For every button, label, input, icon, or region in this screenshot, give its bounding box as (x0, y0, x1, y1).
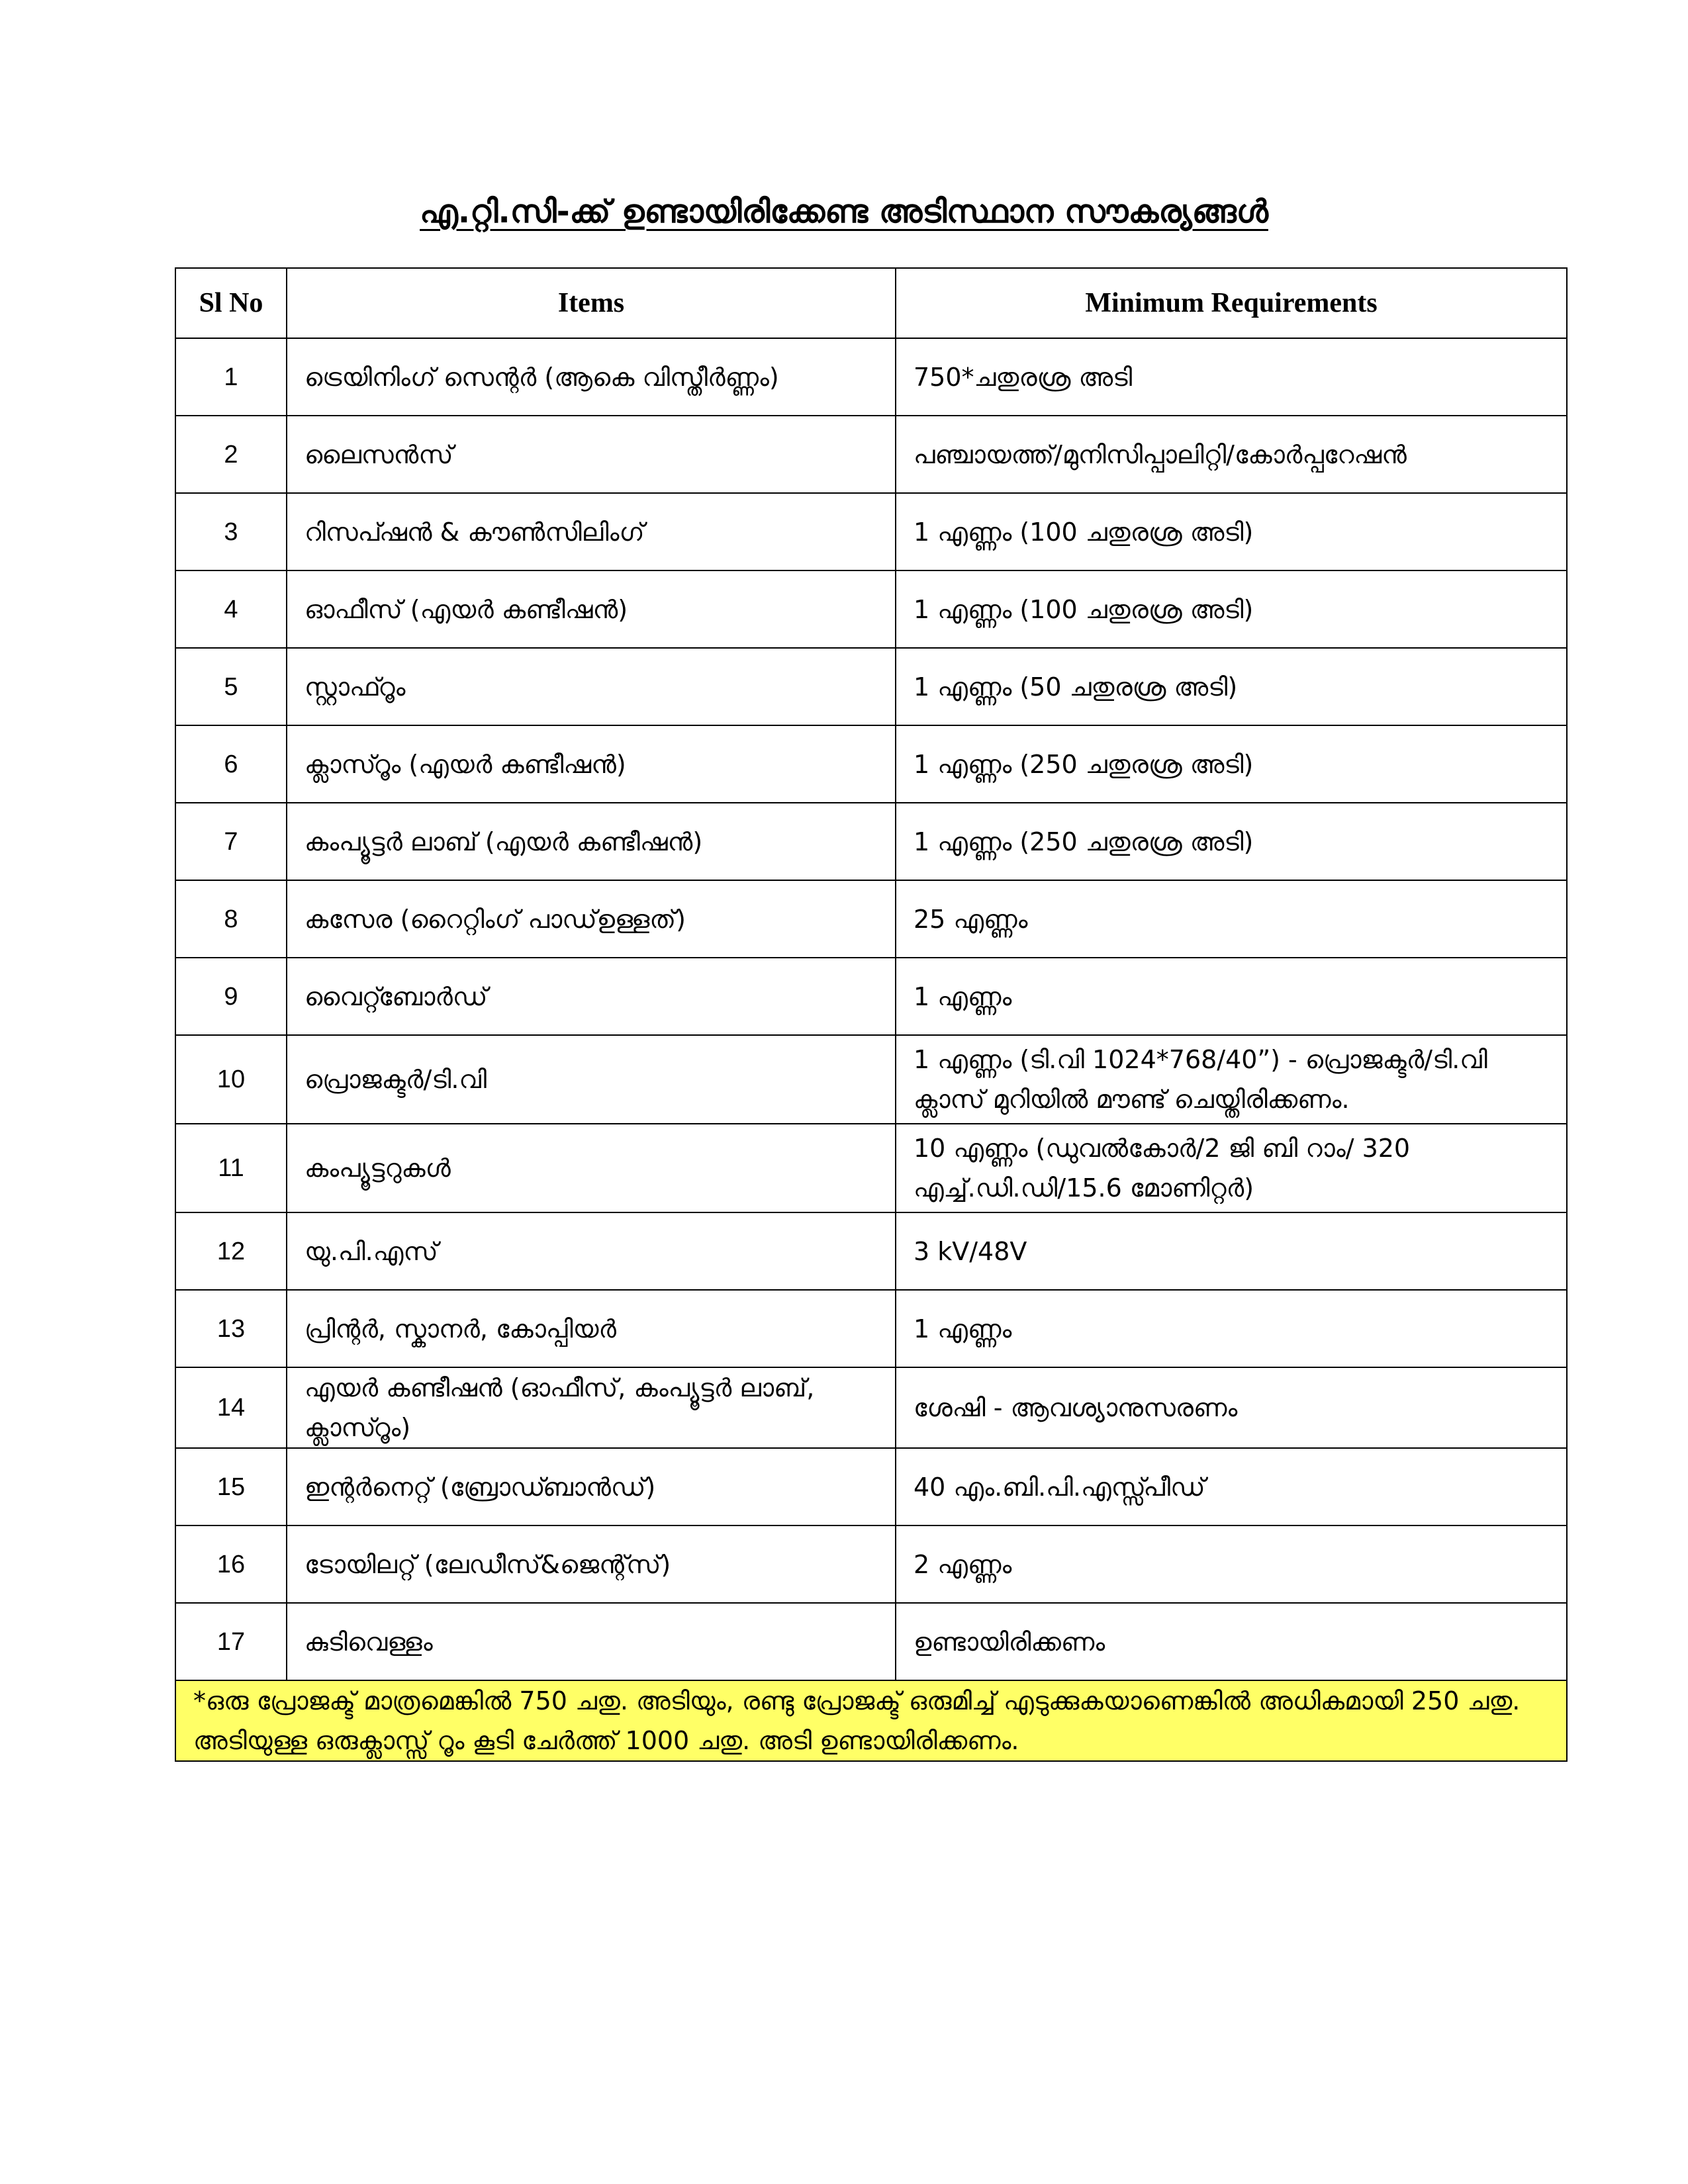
cell-requirement: 3 kV/48V (896, 1212, 1567, 1290)
cell-item: സ്റ്റാഫ്റൂം (287, 648, 896, 725)
cell-item: ലൈസൻസ് (287, 416, 896, 493)
table-row (175, 880, 1567, 958)
cell-sl: 13 (175, 1290, 287, 1367)
cell-requirement: 40 എം.ബി.പി.എസ്സ്പീഡ് (896, 1448, 1567, 1525)
cell-requirement: 1 എണ്ണം (250 ചതുരശ്ര അടി) (896, 803, 1567, 880)
cell-sl: 5 (175, 648, 287, 725)
cell-requirement: 1 എണ്ണം (100 ചതുരശ്ര അടി) (896, 570, 1567, 648)
cell-sl: 2 (175, 416, 287, 493)
cell-item: കസേര (റൈറ്റിംഗ് പാഡ്ഉള്ളത്) (287, 880, 896, 958)
cell-item: പ്രൊജക്ടർ/ടി.വി (287, 1035, 896, 1124)
cell-item: കുടിവെള്ളം (287, 1603, 896, 1680)
cell-item: വൈറ്റ്ബോർഡ് (287, 958, 896, 1035)
requirements-table (175, 267, 1568, 1762)
cell-requirement: 1 എണ്ണം (896, 1290, 1567, 1367)
cell-requirement: 2 എണ്ണം (896, 1525, 1567, 1603)
cell-item: കംപ്യൂട്ടറുകൾ (287, 1124, 896, 1212)
table-row (175, 493, 1567, 570)
table-row (175, 958, 1567, 1035)
cell-requirement: പഞ്ചായത്ത്/മുനിസിപ്പാലിറ്റി/കോർപ്പറേഷൻ (896, 416, 1567, 493)
table-row (175, 1603, 1567, 1680)
cell-item: ടോയിലറ്റ് (ലേഡീസ്&ജെന്റ്സ്) (287, 1525, 896, 1603)
table-row (175, 803, 1567, 880)
table-row (175, 570, 1567, 648)
cell-requirement: 1 എണ്ണം (50 ചതുരശ്ര അടി) (896, 648, 1567, 725)
cell-sl: 12 (175, 1212, 287, 1290)
cell-item: യു.പി.എസ് (287, 1212, 896, 1290)
note-row (175, 1680, 1567, 1761)
header-items: Items (287, 268, 896, 338)
cell-item: പ്രിന്റർ, സ്കാനർ, കോപ്പിയർ (287, 1290, 896, 1367)
cell-requirement: 10 എണ്ണം (ഡുവൽകോർ/2 ജി ബി റാം/ 320 എച്ച്.ഡി.ഡി/15.6 മോണിറ്റർ) (896, 1124, 1567, 1212)
table-row (175, 1212, 1567, 1290)
cell-requirement: 1 എണ്ണം (250 ചതുരശ്ര അടി) (896, 725, 1567, 803)
table-row (175, 1448, 1567, 1525)
cell-sl: 16 (175, 1525, 287, 1603)
table-row (175, 338, 1567, 416)
cell-requirement: 750*ചതുരശ്ര അടി (896, 338, 1567, 416)
cell-requirement: 1 എണ്ണം (896, 958, 1567, 1035)
cell-item: കംപ്യൂട്ടർ ലാബ് (എയർ കണ്ടീഷൻ) (287, 803, 896, 880)
cell-requirement: 1 എണ്ണം (100 ചതുരശ്ര അടി) (896, 493, 1567, 570)
cell-sl: 6 (175, 725, 287, 803)
table-row (175, 1525, 1567, 1603)
cell-requirement: 25 എണ്ണം (896, 880, 1567, 958)
cell-sl: 4 (175, 570, 287, 648)
cell-item: ഓഫീസ് (എയർ കണ്ടീഷൻ) (287, 570, 896, 648)
header-requirements: Minimum Requirements (896, 268, 1567, 338)
cell-sl: 15 (175, 1448, 287, 1525)
cell-requirement: 1 എണ്ണം (ടി.വി 1024*768/40”) - പ്രൊജക്ടർ/ടി.വി ക്ലാസ് മുറിയിൽ മൗണ്ട് ചെയ്തിരിക്കണം. (896, 1035, 1567, 1124)
page-title (0, 188, 1688, 236)
header-sl-no: Sl No (175, 268, 287, 338)
table-header-row (175, 268, 1567, 338)
footnote: *ഒരു പ്രോജക്ട് മാത്രമെങ്കിൽ 750 ചതു. അടിയും, രണ്ടു പ്രോജക്ട് ഒരുമിച്ച് എടുക്കുകയാണെങ്കിൽ അധികമായി 250 ചതു. അടിയുള്ള ഒരുക്ലാസ്സ് റൂം കൂടി ചേർത്ത് 1000 ചതു. അടി ഉണ്ടായിരിക്കണം. (175, 1680, 1567, 1761)
cell-sl: 11 (175, 1124, 287, 1212)
cell-sl: 3 (175, 493, 287, 570)
table-row (175, 1367, 1567, 1448)
cell-sl: 10 (175, 1035, 287, 1124)
table-row (175, 1124, 1567, 1212)
table-row (175, 1035, 1567, 1124)
cell-item: ക്ലാസ്റൂം (എയർ കണ്ടീഷൻ) (287, 725, 896, 803)
cell-item: ഇന്റർനെറ്റ് (ബ്രോഡ്ബാൻഡ്) (287, 1448, 896, 1525)
table-row (175, 416, 1567, 493)
cell-requirement: ശേഷി - ആവശ്യാനുസരണം (896, 1367, 1567, 1448)
cell-sl: 9 (175, 958, 287, 1035)
table-row (175, 648, 1567, 725)
cell-item: റിസപ്ഷൻ & കൗൺസിലിംഗ് (287, 493, 896, 570)
cell-sl: 14 (175, 1367, 287, 1448)
cell-item: എയർ കണ്ടീഷൻ (ഓഫീസ്, കംപ്യൂട്ടർ ലാബ്, ക്ലാസ്റൂം) (287, 1367, 896, 1448)
cell-requirement: ഉണ്ടായിരിക്കണം (896, 1603, 1567, 1680)
cell-sl: 1 (175, 338, 287, 416)
cell-sl: 17 (175, 1603, 287, 1680)
cell-sl: 8 (175, 880, 287, 958)
table-row (175, 1290, 1567, 1367)
cell-sl: 7 (175, 803, 287, 880)
table-row (175, 725, 1567, 803)
page-title-text: എ.റ്റി.സി-ക്ക് ഉണ്ടായിരിക്കേണ്ട അടിസ്ഥാന സൗകര്യങ്ങൾ (420, 193, 1268, 230)
cell-item: ട്രെയിനിംഗ് സെന്റർ (ആകെ വിസ്തീർണ്ണം) (287, 338, 896, 416)
